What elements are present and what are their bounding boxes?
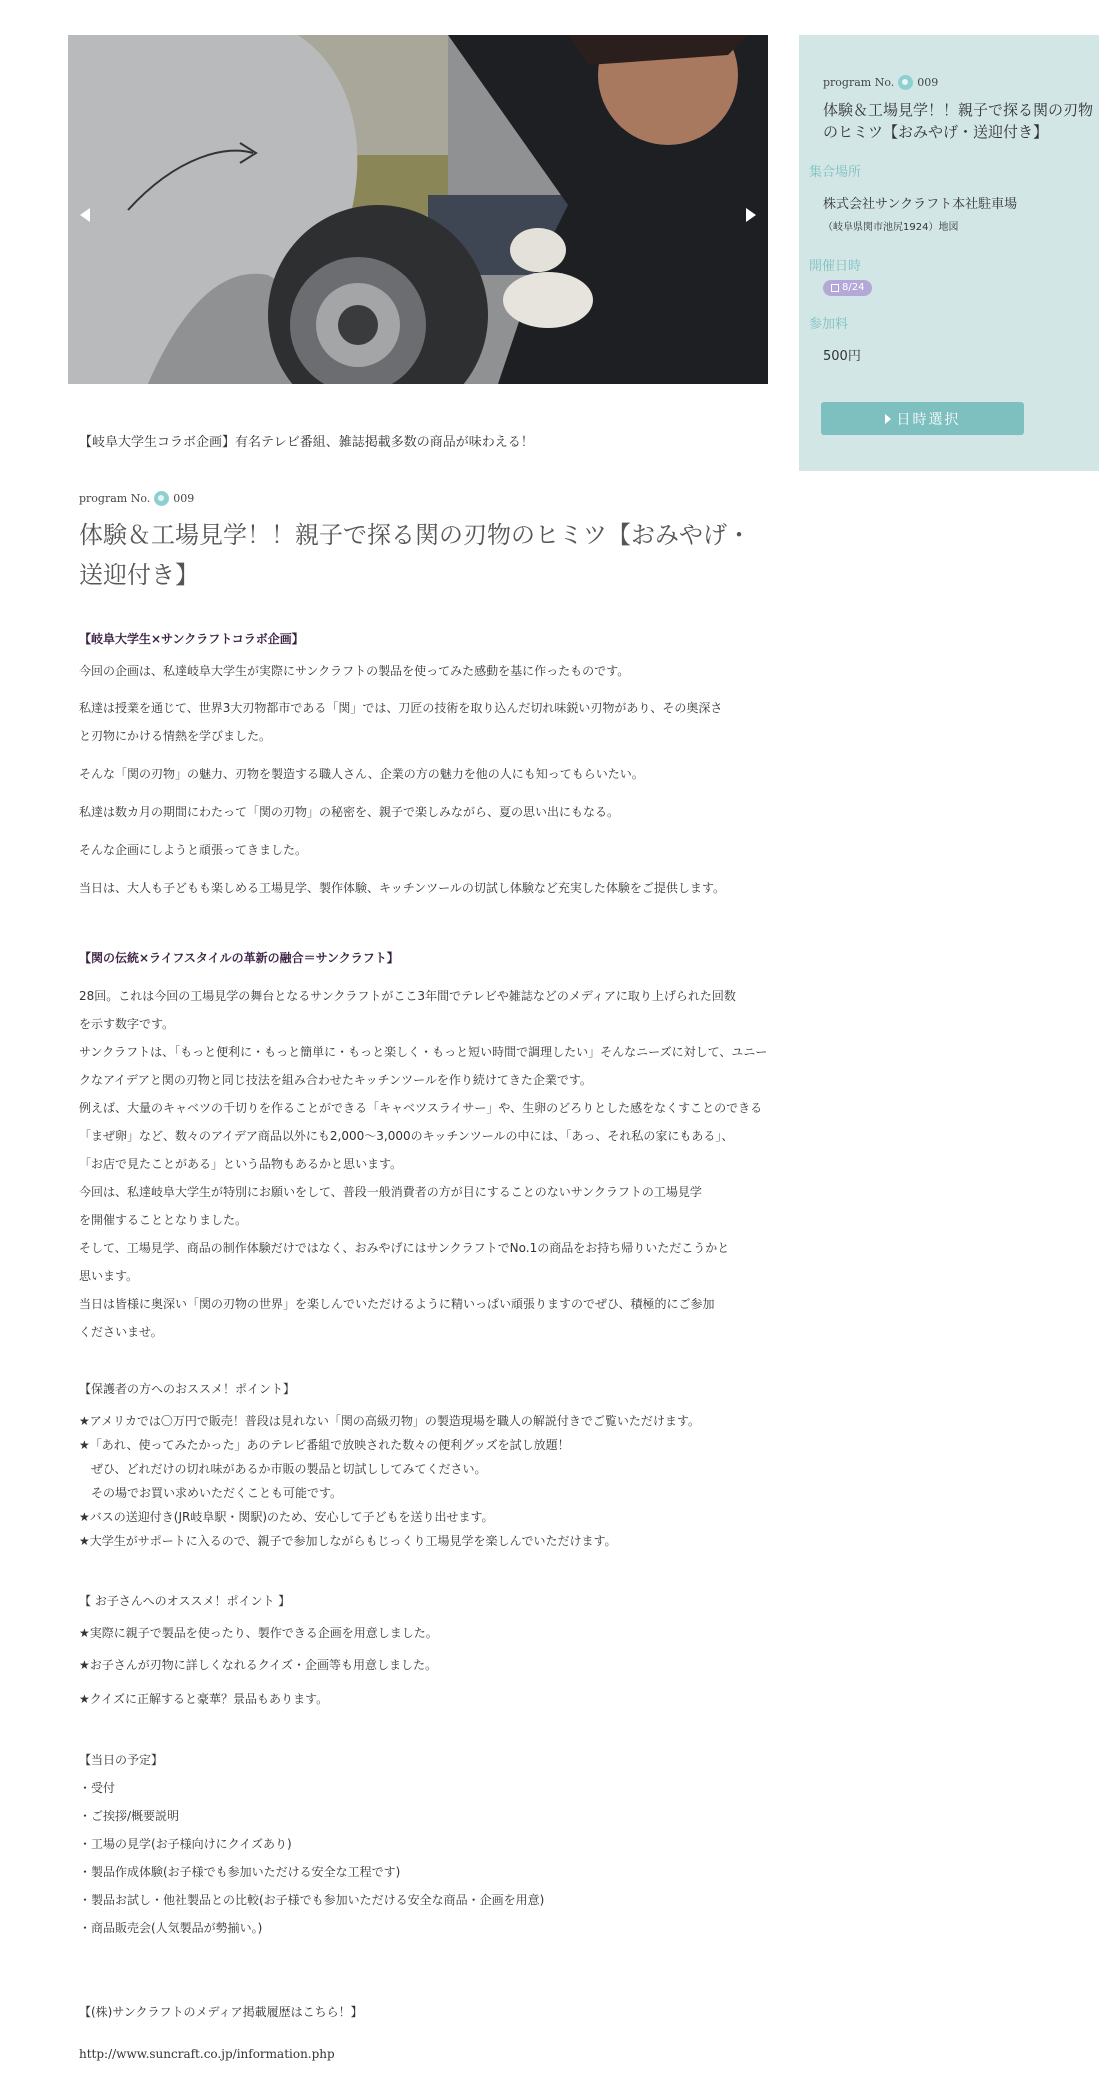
calendar-icon xyxy=(831,284,839,292)
paragraph-line: 思います。 xyxy=(79,1269,139,1283)
media-history-link[interactable]: http://www.suncraft.co.jp/information.php xyxy=(79,2047,335,2061)
page-title: 体験＆工場見学！！親子で探る関の刃物のヒミツ【おみやげ・送迎付き】 xyxy=(79,521,751,589)
date-badge[interactable] xyxy=(823,280,872,296)
meeting-address-text: （岐阜県関市池尻1924） xyxy=(823,222,939,233)
paragraph-line: 今回の企画は、私達岐阜大学生が実際にサンクラフトの製品を使ってみた感動を基に作ったものです。 xyxy=(79,664,630,678)
paragraph-line: 当日は皆様に奥深い「関の刃物の世界」を楽しんでいただけるように精いっぱい頑張りますのでぜひ、積極的にご参加 xyxy=(79,1297,715,1311)
meeting-address xyxy=(823,218,958,233)
program-prefix: program No. xyxy=(79,492,151,505)
factory-worker-grinding-photo xyxy=(68,35,768,384)
date-label: 開催日時 xyxy=(809,259,862,274)
list-item: ・ご挨拶/概要説明 xyxy=(79,1809,180,1823)
paragraph-line: くださいませ。 xyxy=(79,1325,163,1339)
paragraph-line: 私達は数カ月の期間にわたって「関の刃物」の秘密を、親子で楽しみながら、夏の思い出にもなる。 xyxy=(79,805,620,819)
program-badge-icon xyxy=(154,491,169,506)
paragraph-line: そして、工場見学、商品の制作体験だけではなく、おみやげにはサンクラフトでNo.1の商品をお持ち帰りいただこうかと xyxy=(79,1241,730,1255)
paragraph-line: と刃物にかける情熱を学びました。 xyxy=(79,729,272,743)
paragraph-line: そんな「関の刃物」の魅力、刃物を製造する職人さん、企業の方の魅力を他の人にも知ってもらいたい。 xyxy=(79,767,644,781)
hero-image-carousel xyxy=(68,35,768,384)
paragraph-line: を開催することとなりました。 xyxy=(79,1213,248,1227)
meeting-place-label: 集合場所 xyxy=(809,165,862,180)
paragraph-line: そんな企画にしようと頑張ってきました。 xyxy=(79,843,308,857)
list-item: ★「あれ、使ってみたかった」あのテレビ番組で放映された数々の便利グッズを試し放題！ xyxy=(79,1438,570,1452)
paragraph-line: 私達は授業を通じて、世界3大刃物都市である「関」では、刀匠の技術を取り込んだ切れ味鋭い刃物があり、その奥深さ xyxy=(79,701,723,715)
list-item: ・工場の見学(お子様向けにクイズあり) xyxy=(79,1837,292,1851)
play-triangle-icon xyxy=(885,414,891,424)
carousel-next-arrow-icon[interactable] xyxy=(740,200,760,230)
main-program-number xyxy=(79,491,194,506)
program-no: 009 xyxy=(173,492,195,505)
list-item: ぜひ、どれだけの切れ味があるか市販の製品と切試ししてみてください。 xyxy=(79,1462,487,1476)
list-item: ・受付 xyxy=(79,1781,116,1795)
paragraph-line: 28回。これは今回の工場見学の舞台となるサンクラフトがここ3年間でテレビや雑誌などのメディアに取り上げられた回数 xyxy=(79,989,736,1003)
list-item: ・商品販売会(人気製品が勢揃い。) xyxy=(79,1921,263,1935)
program-tagline: 【岐阜大学生コラボ企画】有名テレビ番組、雑誌掲載多数の商品が味わえる！ xyxy=(79,435,534,450)
sidebar-program-title: 体験＆工場見学！！親子で探る関の刃物のヒミツ【おみやげ・送迎付き】 xyxy=(823,101,1094,141)
select-date-button-label: 日時選択 xyxy=(896,411,961,428)
paragraph-line: 当日は、大人も子どもも楽しめる工場見学、製作体験、キッチンツールの切試し体験など充実した体験をご提供します。 xyxy=(79,881,725,895)
paragraph-line: 例えば、大量のキャベツの千切りを作ることができる「キャベツスライサー」や、生卵のどろりとした感をなくすことのできる xyxy=(79,1101,763,1115)
paragraph-line: を示す数字です。 xyxy=(79,1017,175,1031)
section-heading: 【 お子さんへのオススメ！ポイント 】 xyxy=(79,1594,291,1608)
program-badge-icon xyxy=(898,75,913,90)
paragraph-line: 今回は、私達岐阜大学生が特別にお願いをして、普段一般消費者の方が目にすることのないサンクラフトの工場見学 xyxy=(79,1185,702,1199)
section-heading: 【当日の予定】 xyxy=(79,1753,164,1767)
section-heading: 【岐阜大学生×サンクラフトコラボ企画】 xyxy=(79,632,304,646)
sidebar-program-number xyxy=(823,75,938,90)
select-date-button[interactable] xyxy=(821,402,1024,435)
list-item: ★クイズに正解すると豪華？景品もあります。 xyxy=(79,1692,329,1706)
list-item: ・製品作成体験(お子様でも参加いただける安全な工程です) xyxy=(79,1865,401,1879)
list-item: ★お子さんが刃物に詳しくなれるクイズ・企画等も用意しました。 xyxy=(79,1658,438,1672)
date-badge-text: 8/24 xyxy=(842,282,865,293)
section-heading: 【保護者の方へのおススメ！ポイント】 xyxy=(79,1382,296,1396)
fee-value: 500円 xyxy=(823,349,861,364)
carousel-prev-arrow-icon[interactable] xyxy=(76,200,96,230)
paragraph-line: 「お店で見たことがある」という品物もあるかと思います。 xyxy=(79,1157,403,1171)
program-info-sidebar xyxy=(799,35,1099,471)
map-link[interactable]: 地図 xyxy=(938,222,959,233)
program-prefix: program No. xyxy=(823,76,895,89)
meeting-place-value: 株式会社サンクラフト本社駐車場 xyxy=(823,197,1018,212)
paragraph-line: サンクラフトは、「もっと便利に・もっと簡単に・もっと楽しく・もっと短い時間で調理したい」そんなニーズに対して、ユニー xyxy=(79,1045,768,1059)
list-item: ★アメリカでは〇万円で販売！普段は見れない「関の高級刃物」の製造現場を職人の解説付きでご覧いただけます。 xyxy=(79,1414,700,1428)
list-item: ★大学生がサポートに入るので、親子で参加しながらもじっくり工場見学を楽しんでいただけます。 xyxy=(79,1534,617,1548)
list-item: その場でお買い求めいただくことも可能です。 xyxy=(79,1486,343,1500)
list-item: ★バスの送迎付き(JR岐阜駅・関駅)のため、安心して子どもを送り出せます。 xyxy=(79,1510,494,1524)
program-no: 009 xyxy=(917,76,939,89)
section-heading: 【関の伝統×ライフスタイルの革新の融合＝サンクラフト】 xyxy=(79,951,399,965)
fee-label: 参加料 xyxy=(809,317,849,332)
paragraph-line: クなアイデアと関の刃物と同じ技法を組み合わせたキッチンツールを作り続けてきた企業です。 xyxy=(79,1073,592,1087)
media-history-heading: 【(株)サンクラフトのメディア掲載履歴はこちら！】 xyxy=(79,2005,363,2019)
list-item: ・製品お試し・他社製品との比較(お子様でも参加いただける安全な商品・企画を用意) xyxy=(79,1893,545,1907)
paragraph-line: 「まぜ卵」など、数々のアイデア商品以外にも2,000～3,000のキッチンツールの中には、「あっ、それ私の家にもある」、 xyxy=(79,1129,734,1143)
list-item: ★実際に親子で製品を使ったり、製作できる企画を用意しました。 xyxy=(79,1626,438,1640)
